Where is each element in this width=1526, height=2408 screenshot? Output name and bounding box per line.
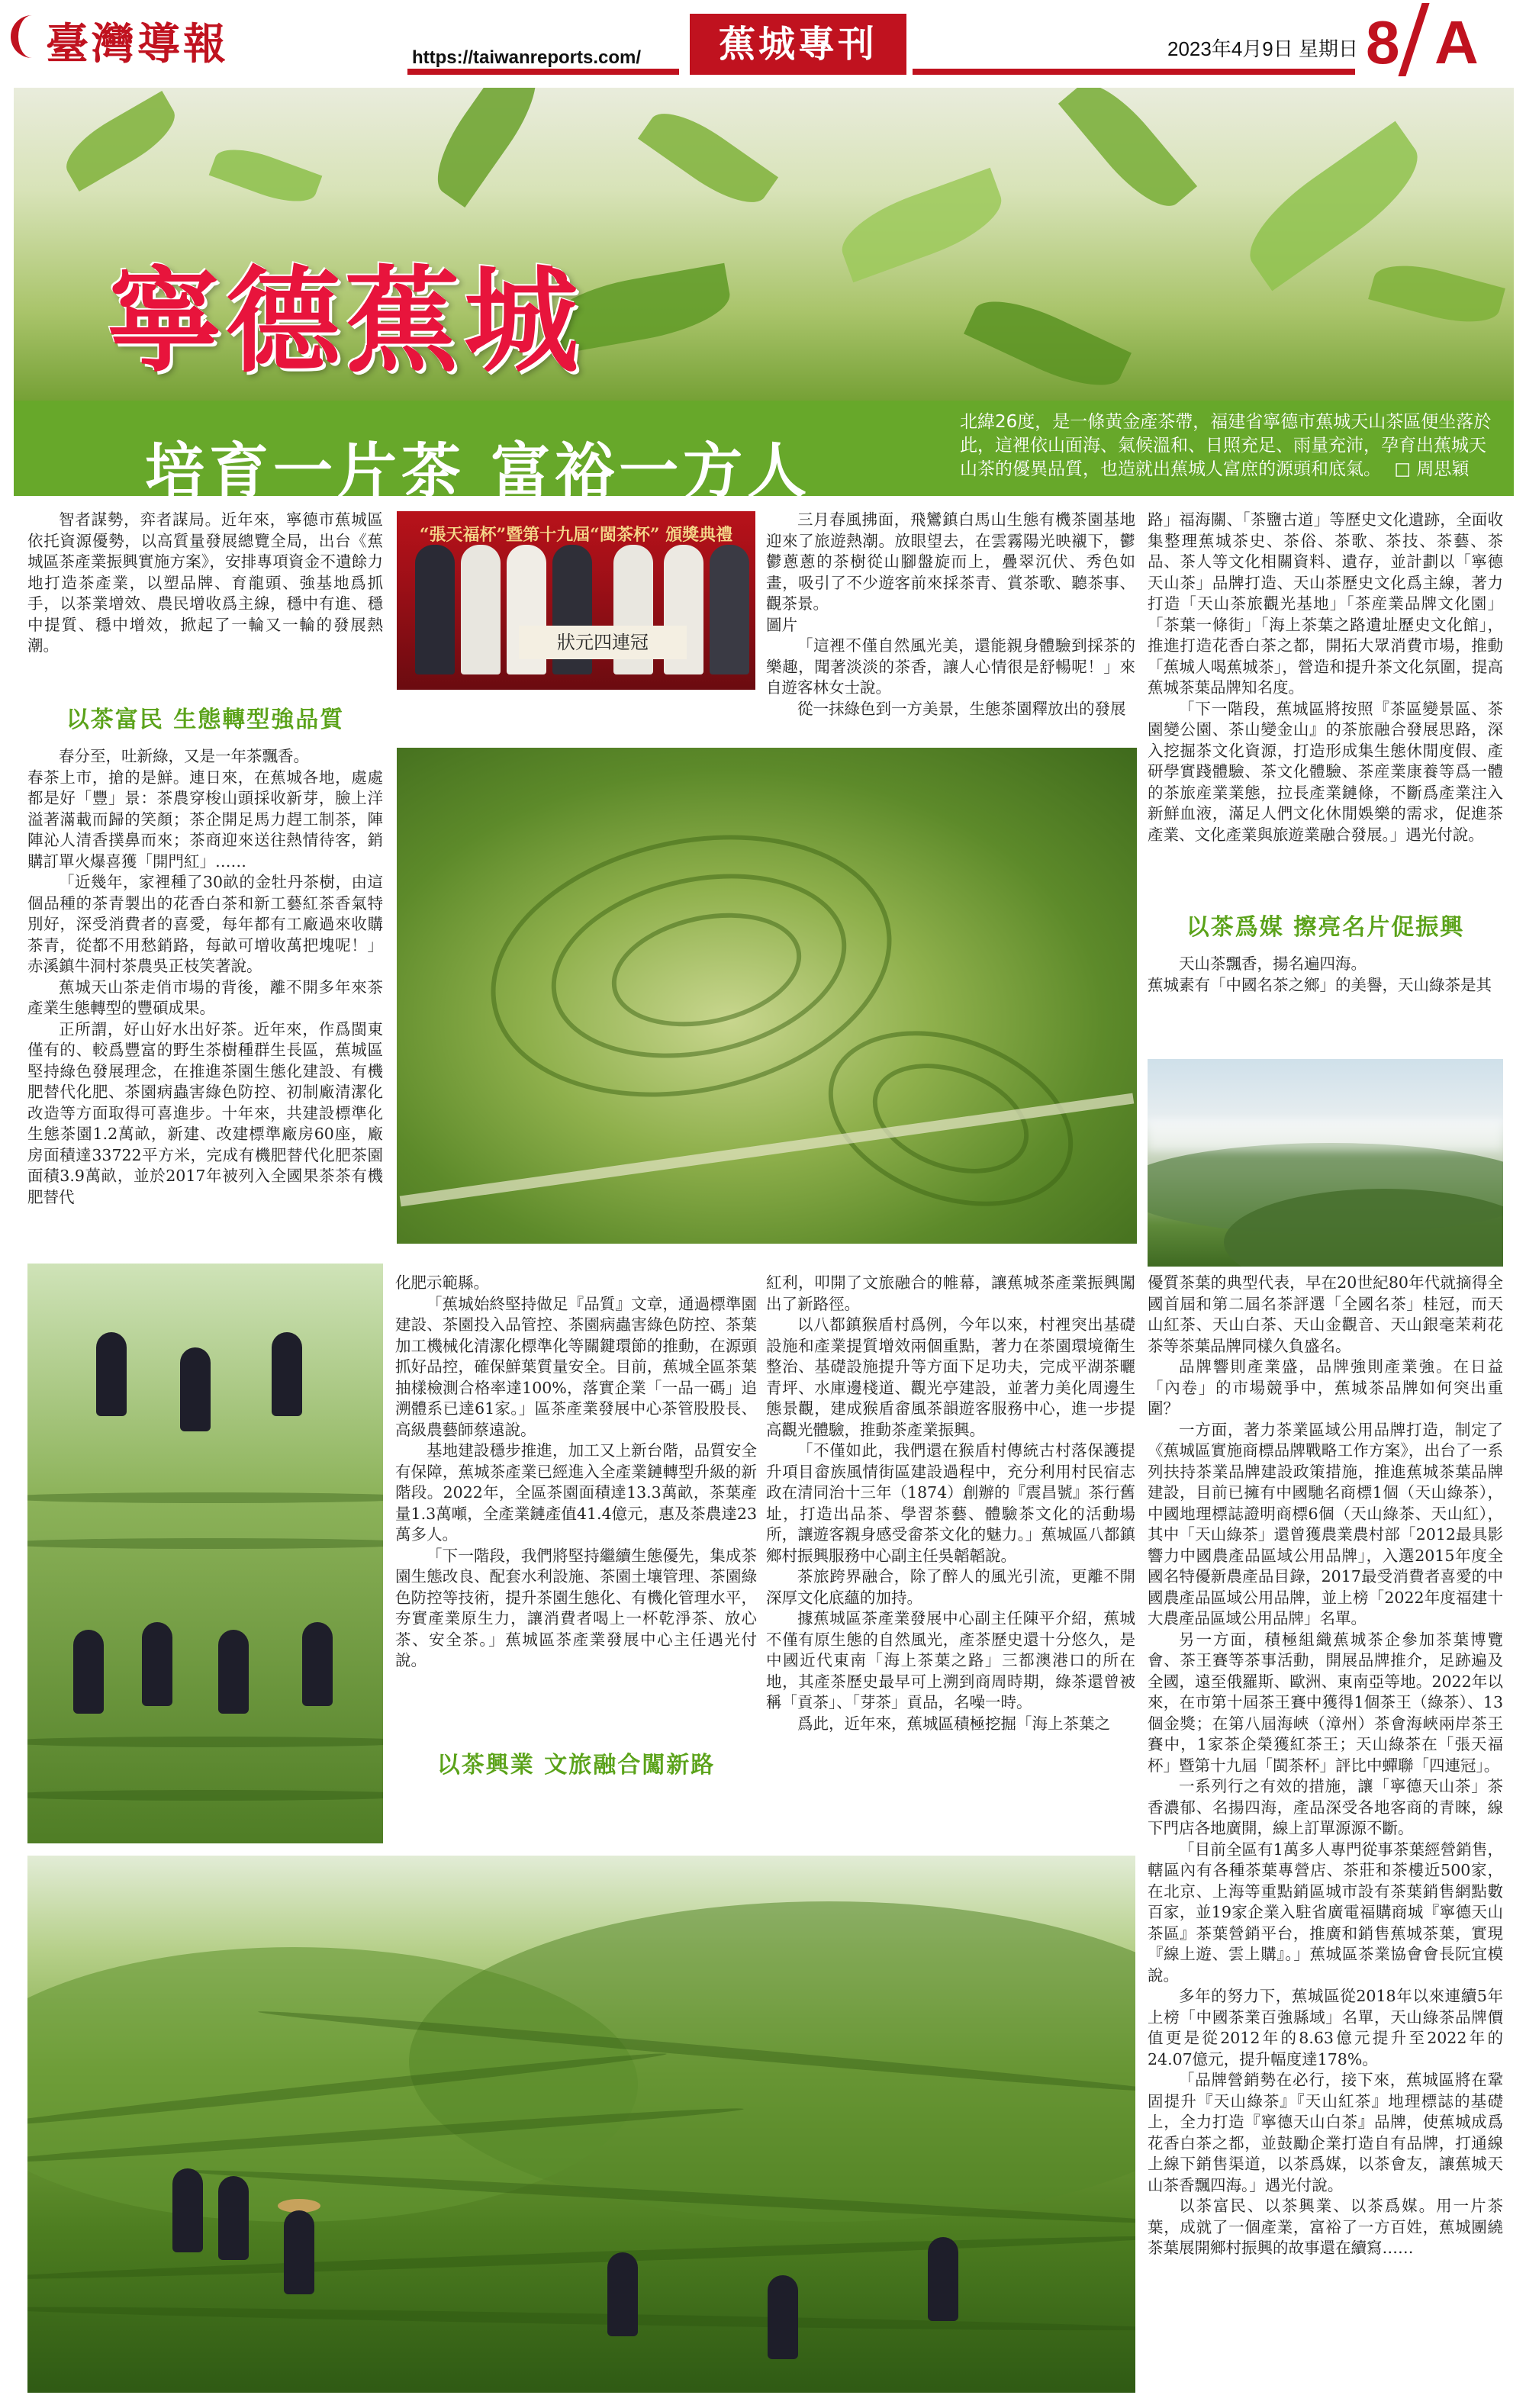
tea-picker (218, 1630, 249, 1714)
subhead: 以茶興業 文旅融合闖新路 (436, 1752, 716, 1779)
paragraph: 「蕉城始終堅持做足『品質』文章，通過標準園建設、茶園投入品管控、茶園病蟲害綠色防控、茶葉加工機械化清潔化標準化等關鍵環節的推動，在源頭抓好品控，確保鮮葉質量安全。目前，蕉城全區茶葉抽樣檢測合格率達100%，落實企業「一品一碼」追溯體系已達61家。」區茶產業發展中心茶管股股長、高級農藝師蔡遠說。 (395, 1294, 757, 1439)
article-column (1148, 1273, 1503, 2259)
tea-picker (928, 2237, 958, 2321)
award-scroll: 狀元四連冠 (519, 626, 687, 659)
article-column (395, 1273, 757, 1672)
tea-leaf (421, 88, 552, 208)
tea-row (27, 2303, 1135, 2334)
tea-leaf (209, 140, 323, 212)
tea-picker (73, 1630, 104, 1714)
award-ceremony-photo (397, 511, 755, 690)
paragraph: 從一抹綠色到一方美景，生態茶園釋放出的發展 (797, 699, 1126, 718)
tea-leaf (832, 168, 1011, 282)
subhead: 以茶富民 生態轉型強品質 (66, 707, 345, 733)
tea-terraces-photo (27, 1856, 1135, 2393)
hero-subtitle: 培育一片茶 富裕一方人 (145, 436, 812, 506)
person (461, 545, 501, 674)
paragraph: 基地建設穩步推進，加工又上新台階，品質安全有保障，蕉城茶產業已經進入全產業鏈轉型升級的新階段。2022年，全區茶園面積達13.3萬畝，茶葉產量1.3萬噸，全產業鏈產值41.4億元，惠及茶農達23萬多人。 (395, 1441, 757, 1544)
tea-picker (96, 1332, 127, 1416)
tea-row (27, 1538, 383, 1549)
article-intro (27, 510, 383, 657)
aerial-tea-garden-photo (397, 748, 1137, 1244)
logo-icon (11, 15, 44, 58)
tea-picker (172, 2168, 203, 2252)
paragraph: 以茶富民、以茶興業、以茶爲媒。用一片茶葉，成就了一個產業，富裕了一方百姓，蕉城團繞茶葉展開鄉村振興的故事還在續寫…… (1148, 2197, 1503, 2257)
tea-row (27, 1492, 383, 1503)
paragraph: 「品牌營銷勢在必行，接下來，蕉城區將在鞏固提升『天山綠茶』『天山紅茶』地理標誌的基礎上，全力打造『寧德天山白茶』品牌，使蕉城成爲花香白茶之都，並鼓勵企業打造自有品牌，打通線上線下銷售渠道，以茶爲媒，以茶會友，讓蕉城天山茶香飄四海。」遇光付說。 (1148, 2071, 1503, 2194)
article-column (1148, 954, 1503, 996)
tea-leaf (964, 285, 1132, 401)
paragraph: 「目前全區有1萬多人專門從事茶葉經營銷售，轄區內有各種茶葉專營店、茶莊和茶樓近500家，在北京、上海等重點銷區城市設有茶葉銷售網點數百家，並19家企業入駐省廣電福購商城『寧德天山茶區』茶葉營銷平台，推廣和銷售蕉城茶葉，實現『線上遊、雲上購』。」蕉城區茶業協會會長阮宜模說。 (1148, 1840, 1503, 1985)
divider (913, 69, 1355, 75)
paragraph: 爲此，近年來，蕉城區積極挖掘「海上茶葉之 (797, 1714, 1110, 1733)
article-column (766, 510, 1135, 720)
paragraph: 「下一階段，蕉城區將按照『茶區變景區、茶園變公園、茶山變金山』的茶旅融合發展思路，深入挖掘茶文化資源，打造形成集生態休閒度假、產研學實踐體驗、茶文化體驗、茶産業康養等爲一體的茶旅産業業態，拉長產業鏈條，不斷爲產業注入新鮮血液，滿足人們文化休閒娛樂的需求，促進茶產業、文化產業與旅遊業融合發展。」遇光付說。 (1148, 699, 1503, 844)
paragraph: 路」福海關、「茶鹽古道」等歷史文化遺跡，全面收集整理蕉城茶史、茶俗、茶歌、茶技、茶藝、茶品、茶人等文化相關資料、遺存，並計劃以「寧德天山茶」品牌打造、天山茶歷史文化爲主線，著力打造「天山茶旅觀光基地」「茶産業品牌文化園」「茶葉一條街」「海上茶葉之路遺址歷史文化館」，推進打造花香白茶之都，開拓大眾消費市場，推動「蕉城人喝蕉城茶」，營造和提升茶文化氛圍，提高蕉城茶葉品牌知名度。 (1148, 510, 1503, 697)
paragraph: 蕉城素有「中國名茶之鄉」的美譽，天山綠茶是其 (1148, 975, 1492, 994)
hero-title: 寧德蕉城 (107, 254, 584, 388)
tea-picker (218, 2176, 249, 2260)
tea-leaf (638, 98, 778, 217)
page-number: 8 (1366, 8, 1400, 76)
mist (1148, 1120, 1503, 1151)
masthead (0, 0, 1526, 85)
paragraph: 一系列行之有效的措施，讓「寧德天山茶」茶香濃郁、名揚四海，產品深受各地客商的青睞，線下門店各地廣開，線上訂單源源不斷。 (1148, 1777, 1503, 1837)
paragraph: 春茶上市，搶的是鮮。連日來，在蕉城各地，處處都是好「豐」景：茶農穿梭山頭採收新芽，臉上洋溢著滿載而歸的笑顏；茶企開足馬力趕工制茶，陣陣沁人清香撲鼻而來；茶商迎來送往熱情待客，銷購訂單火爆喜獲「開門紅」…… (27, 768, 383, 871)
person (710, 545, 749, 674)
page-letter: A (1434, 8, 1479, 76)
tea-pickers-photo (27, 1264, 383, 1843)
newspaper-logo: 臺灣導報 (46, 19, 229, 69)
paragraph: 圖片 (766, 615, 797, 634)
subhead: 以茶爲媒 擦亮名片促振興 (1186, 914, 1465, 941)
paragraph: 正所謂，好山好水出好茶。近年來，作爲閩東僅有的、較爲豐富的野生茶樹種群生長區，蕉城區堅持綠色發展理念，在推進茶園生態化建設、有機肥替代化肥、茶園病蟲害綠色防控、初制廠清潔化改造等方面取得可喜進步。十年來，共建設標準化生態茶園1.2萬畝，新建、改建標準廠房60座，廠房面積達33722平方米，完成有機肥替代化肥茶園面積3.9萬畝，並於2017年被列入全國果茶茶有機肥替代 (27, 1019, 383, 1206)
tea-leaf (56, 91, 185, 192)
tea-row (27, 1737, 383, 1747)
paragraph: 以八都鎮猴盾村爲例，今年以來，村裡突出基礎設施和產業提質增效兩個重點，著力在茶園環境衛生整治、基礎設施提升等方面下足功夫，完成平湖茶曬青坪、水庫邊棧道、觀光亭建設，並著力美化周邊生態景觀，建成猴盾畲風茶韻遊客服務中心，進一步提高觀光體驗，推動茶產業振興。 (766, 1315, 1135, 1439)
tea-picker (607, 2252, 638, 2336)
paragraph: 「近幾年，家裡種了30畝的金牡丹茶樹，由這個品種的茶青製出的花香白茶和新工藝紅茶香氣特別好，深受消費者的喜愛，每年都有工廠過來收購茶青，從都不用愁銷路，每畝可增收萬把塊呢！」赤溪鎮牛洞村茶農吳正枝笑著說。 (27, 873, 383, 975)
tea-picker (768, 2275, 798, 2359)
paragraph: 三月春風拂面，飛鸞鎮白馬山生態有機茶園基地迎來了旅遊熱潮。放眼望去，在雲霧陽光映襯下，鬱鬱蔥蔥的茶樹從山腳盤旋而上，疊翠沉伏、秀色如畫，吸引了不少遊客前來採茶青、賞茶歌、聽茶事、觀茶景。 (766, 510, 1135, 613)
misty-mountain-photo (1148, 1059, 1503, 1267)
paragraph: 優質茶葉的典型代表，早在20世紀80年代就摘得全國首屆和第二屆名茶評選「全國名茶」桂冠，而天山紅茶、天山白茶、天山金觀音、天山銀毫茉莉花茶等茶葉品牌同樣久負盛名。 (1148, 1273, 1503, 1355)
paragraph: 多年的努力下，蕉城區從2018年以來連續5年上榜「中國茶業百強縣域」名單，天山綠茶品牌價值更是從2012年的8.63億元提升至2022年的24.07億元，提升幅度達178%。 (1148, 1987, 1503, 2068)
paragraph: 天山茶飄香，揚名遍四海。 (1179, 955, 1367, 973)
paragraph: 蕉城天山茶走俏市場的背後，離不開多年來茶產業生態轉型的豐碩成果。 (27, 977, 383, 1017)
issue-date: 2023年4月9日 星期日 (1167, 37, 1358, 60)
article-column (1148, 510, 1503, 845)
tea-row (27, 1790, 383, 1801)
paragraph: 「這裡不僅自然風光美，還能親身體驗到採茶的樂趣，聞著淡淡的茶香，讓人心情很是舒暢呢！」來自遊客林女士說。 (766, 636, 1135, 697)
paragraph: 另一方面，積極組織蕉城茶企參加茶葉博覽會、茶王賽等茶事活動，開展品牌推介，足跡遍及全國，遠至俄羅斯、歐洲、東南亞等地。2022年以來，在市第十屆茶王賽中獲得1個茶王（綠茶）、13個金獎；在第八屆海峽（漳州）茶會海峽兩岸茶王賽中，1家茶企榮獲紅茶王；天山綠茶在「張天福杯」暨第十九屆「閩茶杯」評比中蟬聯「四連冠」。 (1148, 1630, 1503, 1775)
ceremony-banner-text: “張天福杯”暨第十九屆“閩茶杯” 頒獎典禮 (419, 525, 733, 545)
person (415, 545, 455, 674)
paragraph: 春分至，吐新綠，又是一年茶飄香。 (59, 747, 309, 765)
section-label: 蕉城專刊 (690, 14, 906, 75)
site-url[interactable]: https://taiwanreports.com/ (412, 47, 642, 68)
paragraph: 品牌響則產業盛，品牌強則產業強。在日益「內卷」的市場競爭中，蕉城茶品牌如何突出重圍？ (1148, 1357, 1503, 1418)
article-column (27, 746, 383, 1208)
tea-picker (180, 1347, 211, 1431)
tea-leaf (1368, 255, 1505, 333)
lead-text: 北緯26度，是一條黃金產茶帶，福建省寧德市蕉城天山茶區便坐落於此，這裡依山面海、氣候溫和、日照充足、雨量充沛，孕育出蕉城天山茶的優異品質，也造就出蕉城人富庶的源頭和底氣。 (960, 412, 1492, 479)
tea-leaf (1058, 88, 1197, 221)
tea-picker (302, 1622, 333, 1706)
divider (407, 69, 679, 75)
paragraph: 化肥示範縣。 (395, 1273, 489, 1292)
byline: □ 周思穎 (1394, 459, 1470, 479)
paragraph: 茶旅跨界融合，除了醉人的風光引流，更離不開深厚文化底蘊的加持。 (766, 1567, 1135, 1607)
paragraph: 據蕉城區茶產業發展中心副主任陳平介紹，蕉城不僅有原生態的自然風光，產茶歷史還十分悠久，是中國近代東南「海上茶葉之路」三都澳港口的所在地，其產茶歷史最早可上溯到商周時期，綠茶還曾被稱「貢茶」、「芽茶」貢品，名噪一時。 (766, 1609, 1135, 1711)
paragraph: 「下一階段，我們將堅持繼續生態優先，集成茶園生態改良、配套水利設施、茶園土壤管理、茶園綠色防控等技術，提升茶園生態化、有機化管理水平，夯實產業原生力，讓消費者喝上一杯乾淨茶、放心茶、安全茶。」蕉城區茶產業發展中心主任遇光付說。 (395, 1546, 757, 1669)
page-slash (1398, 3, 1429, 76)
tea-picker (284, 2210, 314, 2294)
tea-picker (142, 1622, 172, 1706)
tea-picker (272, 1332, 302, 1416)
paragraph: 「不僅如此，我們還在猴盾村傳統古村落保護提升項目畲族風情街區建設過程中，充分利用村民宿志政在清同治十三年（1874）創辦的『震昌號』茶行舊址，打造出品茶、學習茶藝、體驗茶文化的活動場所，讓遊客親身感受畲茶文化的魅力。」蕉城區八都鎮鄉村振興服務中心副主任吳韜韜說。 (766, 1441, 1135, 1565)
paragraph: 智者謀勢，弈者謀局。近年來，寧德市蕉城區依托資源優勢，以高質量發展總覽全局，出台《蕉城區茶產業振興實施方案》，安排專項資金不遺餘力地打造茶產業，以塑品牌、育龍頭、強基地爲抓手，以茶業增效、農民增收爲主線，穩中有進、穩中提質、穩中增效，掀起了一輪又一輪的發展熱潮。 (27, 510, 383, 655)
paragraph: 一方面，著力茶業區域公用品牌打造，制定了《蕉城區實施商標品牌戰略工作方案》，出台了一系列扶持茶業品牌建設政策措施，推進蕉城茶葉品牌建設，目前已擁有中國馳名商標1個（天山綠茶），中國地理標誌證明商標6個（天山綠茶、天山紅），其中「天山綠茶」還曾獲農業農村部「2012最具影響力中國農產品區域公用品牌」，入選2015年度全國名特優新農產品目錄，2017最受消費者喜愛的中國農產品區域公用品牌，並上榜「2022年度福建十大農產品區域公用品牌」名單。 (1148, 1420, 1503, 1627)
hero-description (960, 410, 1494, 481)
article-column (766, 1273, 1135, 1734)
paragraph: 紅利，叩開了文旅融合的帷幕，讓蕉城茶產業振興闖出了新路徑。 (766, 1273, 1135, 1313)
